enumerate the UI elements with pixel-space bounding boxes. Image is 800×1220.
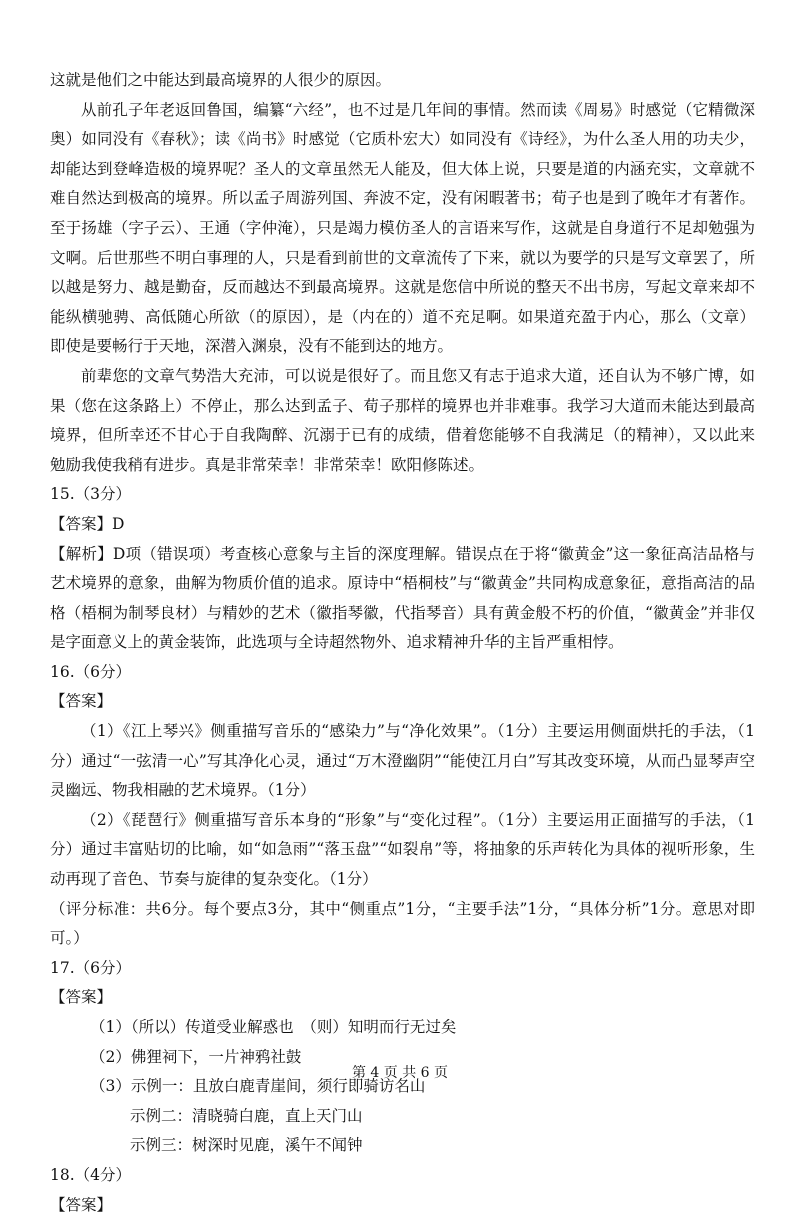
page-content <box>50 66 755 1220</box>
question-16-answer-1: （1）《江上琴兴》侧重描写音乐的“感染力”与“净化效果”。（1分）主要运用侧面烘托的手法，（1分）通过“一弦清一心”写其净化心灵，通过“万木澄幽阴”“能使江月白”写其改变环境，从而凸显琴声空灵幽远、物我相融的艺术境界。（1分） <box>50 722 755 800</box>
question-16-answer-2: （2）《琵琶行》侧重描写音乐本身的“形象”与“变化过程”。（1分）主要运用正面描写的手法，（1分）通过丰富贴切的比喻，如“如急雨”“落玉盘”“如裂帛”等，将抽象的乐声转化为具体的视听形象，生动再现了音色、节奏与旋律的复杂变化。（1分） <box>50 810 755 889</box>
question-17-example-3: 示例三：树深时见鹿，溪午不闻钟 <box>130 1136 363 1155</box>
question-17-answer-label: 【答案】 <box>50 988 113 1007</box>
question-15-analysis: 【解析】D项（错误项）考查核心意象与主旨的深度理解。错误点在于将“徽黄金”这一象征高洁品格与艺术境界的意象，曲解为物质价值的追求。原诗中“梧桐枝”与“徽黄金”共同构成意象征，意指高洁的品格（梧桐为制琴良材）与精妙的艺术（徽指琴徽，代指琴音）具有黄金般不朽的价值，“徽黄金”并非仅是字面意义上的黄金装饰，此选项与全诗超然物外、追求精神升华的主旨严重相悖。 <box>50 544 755 652</box>
question-16-heading: 16.（6分） <box>50 662 132 681</box>
question-16-scoring: （评分标准：共6分。每个要点3分，其中“侧重点”1分，“主要手法”1分，“具体分析”1分。意思对即可。） <box>50 899 755 948</box>
question-17-answer-2: （2）佛狸祠下，一片神鸦社鼓 <box>90 1047 302 1066</box>
passage-paragraph: 前辈您的文章气势浩大充沛，可以说是很好了。而且您又有志于追求大道，还自认为不够广博，如果（您在这条路上）不停止，那么达到孟子、荀子那样的境界也并非难事。我学习大道而未能达到最高境界，但所幸还不甘心于自我陶醉、沉溺于已有的成绩，借着您能够不自我满足（的精神），又以此来勉励我使我稍有进步。真是非常荣幸！非常荣幸！欧阳修陈述。 <box>50 366 755 474</box>
question-15-answer: 【答案】D <box>50 514 125 533</box>
question-17-answer-1: （1）（所以）传道受业解惑也 （则）知明而行无过矣 <box>90 1018 457 1036</box>
question-17-example-2: 示例二：清晓骑白鹿，直上天门山 <box>130 1106 363 1125</box>
passage-paragraph: 从前孔子年老返回鲁国，编纂“六经”，也不过是几年间的事情。然而读《周易》时感觉（它精微深奥）如同没有《春秋》；读《尚书》时感觉（它质朴宏大）如同没有《诗经》，为什么圣人用的功夫少，却能达到登峰造极的境界呢？圣人的文章虽然无人能及，但大体上说，只要是道的内涵充实，文章就不难自然达到极高的境界。所以孟子周游列国、奔波不定，没有闲暇著书；荀子也是到了晚年才有著作。至于扬雄（字子云）、王通（字仲淹），只是竭力模仿圣人的言语来写作，这就是自身道行不足却勉强为文啊。后世那些不明白事理的人，只是看到前世的文章流传了下来，就以为要学的只是写文章罢了，所以越是努力、越是勤奋，反而越达不到最高境界。这就是您信中所说的整天不出书房，写起文章来却不能纵横驰骋、高低随心所欲（的原因），是（内在的）道不充足啊。如果道充盈于内心，那么（文章）即使是要畅行于天地，深潜入渊泉，没有不能到达的地方。 <box>50 100 755 356</box>
page-number-footer: 第 4 页 共 6 页 <box>351 1065 449 1081</box>
question-18-heading: 18.（4分） <box>50 1165 132 1184</box>
question-17-heading: 17.（6分） <box>50 958 132 977</box>
question-17-answer-3: （3）示例一：且放白鹿青崖间，须行即骑访名山 <box>90 1077 426 1096</box>
question-18-answer-label: 【答案】 <box>50 1195 113 1214</box>
question-16-answer-label: 【答案】 <box>50 692 113 711</box>
question-15-heading: 15.（3分） <box>50 485 132 504</box>
passage-paragraph: 这就是他们之中能达到最高境界的人很少的原因。 <box>50 71 392 89</box>
